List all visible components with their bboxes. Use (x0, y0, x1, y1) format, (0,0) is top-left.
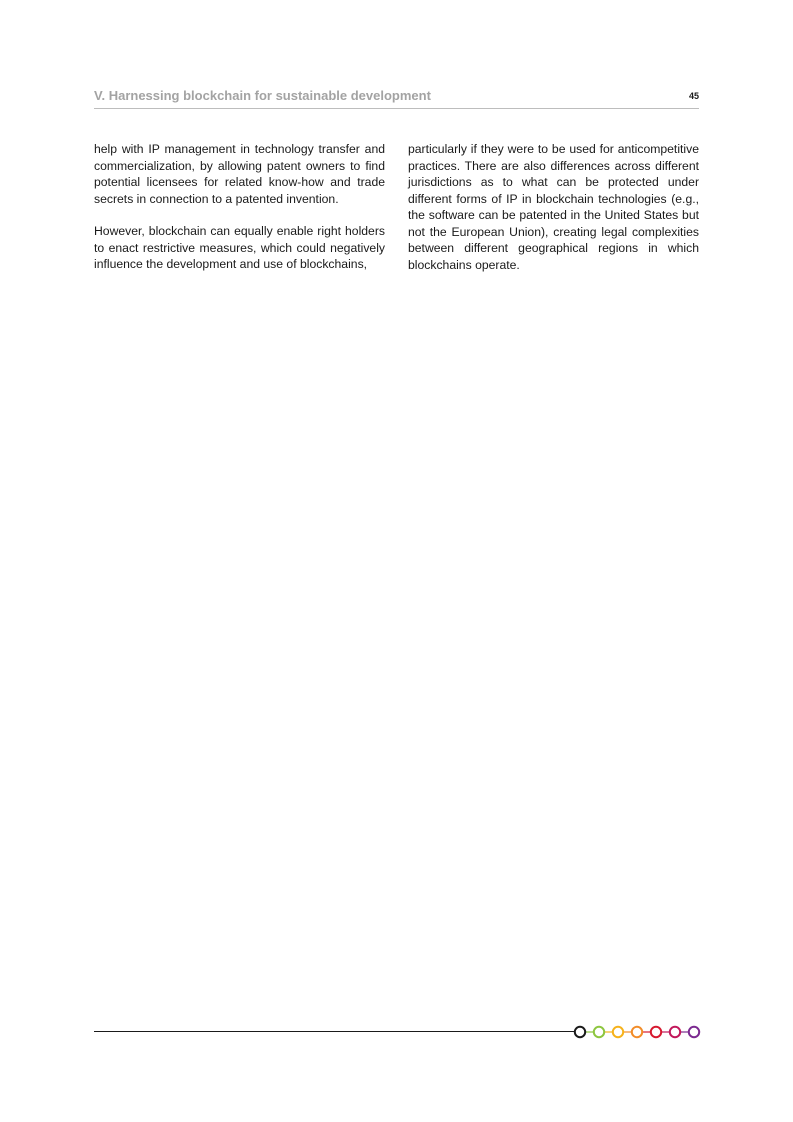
footer-circle-icon (575, 1027, 585, 1037)
footer-circle-icon (670, 1027, 680, 1037)
footer-circle-icon (594, 1027, 604, 1037)
left-column (94, 141, 385, 289)
footer-circle-icon (651, 1027, 661, 1037)
footer-circle-chain (573, 1024, 701, 1040)
paragraph: help with IP management in technology transfer and commercialization, by allowing patent owners to find potential licensees for related know-how and trade secrets in connection to a patented invention. (94, 142, 385, 206)
footer-circle-icon (632, 1027, 642, 1037)
paragraph: However, blockchain can equally enable right holders to enact restrictive measures, which could negatively influence the development and use of blockchains, (94, 224, 385, 271)
paragraph: particularly if they were to be used for anticompetitive practices. There are also differences across different jurisdictions as to what can be protected under different forms of IP in blockchain technologies (e.g., the software can be patented in the United States but not the European Union), creating legal complexities between different geographical regions in which blockchains operate. (408, 142, 699, 272)
page-number: 45 (688, 91, 699, 101)
footer-circle-icon (613, 1027, 623, 1037)
page-header (94, 86, 699, 109)
footer-rule (94, 1031, 577, 1032)
right-column (408, 141, 699, 289)
section-title: V. Harnessing blockchain for sustainable development (94, 88, 431, 103)
footer-circle-icon (689, 1027, 699, 1037)
